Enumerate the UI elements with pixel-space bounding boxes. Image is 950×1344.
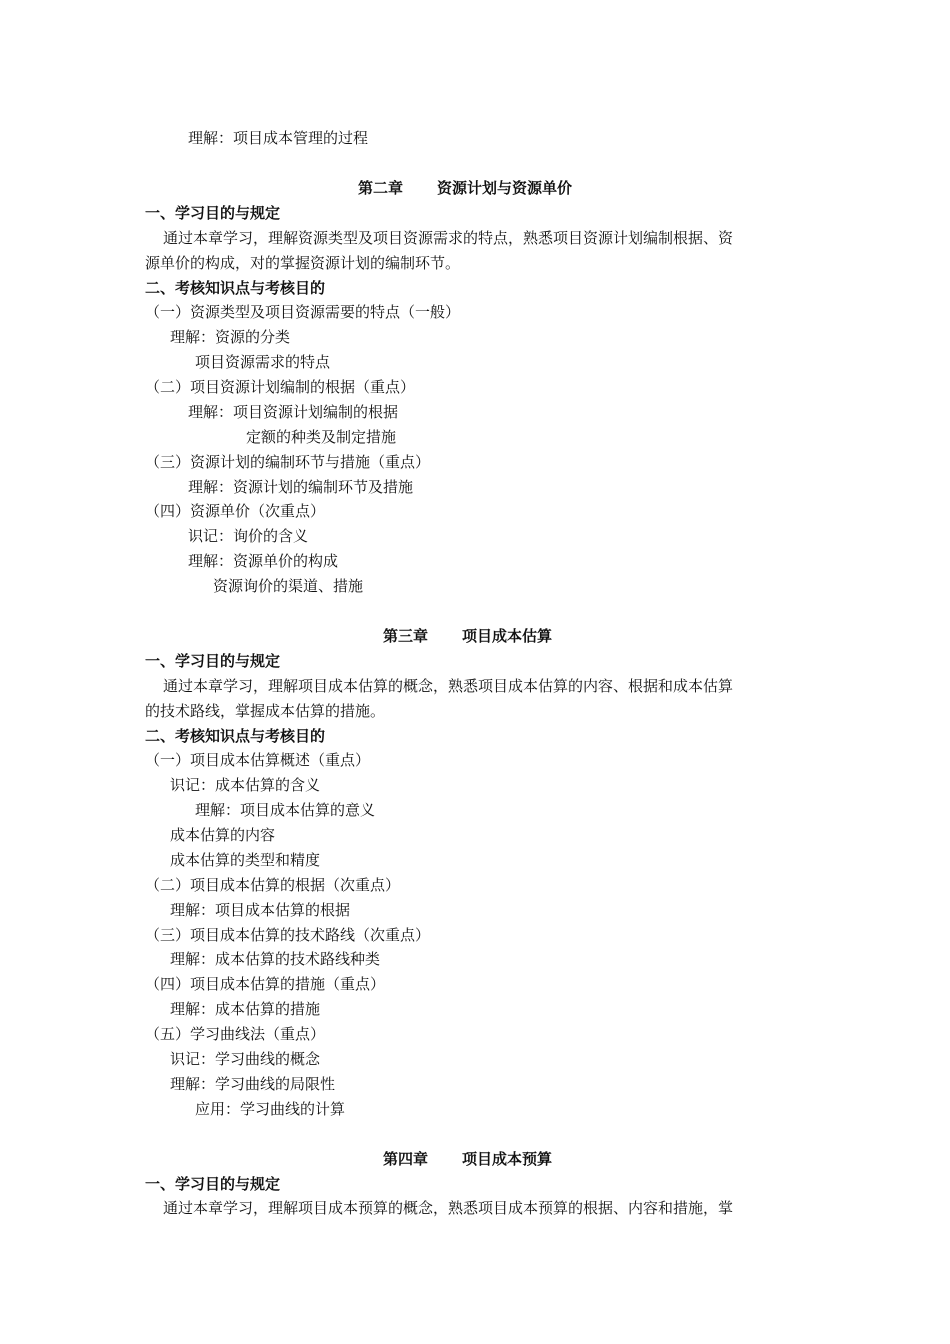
list-subitem: 识记：询价的含义 bbox=[188, 527, 309, 545]
chapter-heading bbox=[383, 1149, 552, 1171]
list-item: （五）学习曲线法（重点） bbox=[145, 1025, 326, 1043]
list-subitem: 应用：学习曲线的计算 bbox=[195, 1100, 346, 1118]
chapter-heading bbox=[358, 178, 572, 200]
chapter-heading bbox=[383, 626, 552, 648]
list-subitem: 理解：资源计划的编制环节及措施 bbox=[188, 478, 414, 496]
paragraph-line: 源单价的构成，对的掌握资源计划的编制环节。 bbox=[145, 254, 461, 272]
list-subitem: 理解：学习曲线的局限性 bbox=[170, 1075, 336, 1093]
list-subitem: 理解：资源单价的构成 bbox=[188, 552, 339, 570]
list-item: （四）项目成本估算的措施（重点） bbox=[145, 975, 386, 993]
list-subitem: 成本估算的内容 bbox=[170, 826, 276, 844]
paragraph-line: 的技术路线，掌握成本估算的措施。 bbox=[145, 702, 386, 720]
paragraph-line: 通过本章学习，理解项目成本预算的概念，熟悉项目成本预算的根据、内容和措施，掌 bbox=[163, 1199, 734, 1217]
list-item: （二）项目成本估算的根据（次重点） bbox=[145, 876, 401, 894]
chapter-number: 第三章 bbox=[383, 627, 429, 645]
list-subitem: 识记：成本估算的含义 bbox=[170, 776, 321, 794]
chapter-title: 项目成本估算 bbox=[462, 627, 553, 645]
list-subitem: 项目资源需求的特点 bbox=[195, 353, 331, 371]
paragraph-line: 通过本章学习，理解项目成本估算的概念，熟悉项目成本估算的内容、根据和成本估算 bbox=[163, 677, 734, 695]
list-item: （一）项目成本估算概述（重点） bbox=[145, 751, 371, 769]
list-subitem: 理解：资源的分类 bbox=[170, 328, 291, 346]
section-heading: 一、学习目的与规定 bbox=[145, 1175, 281, 1193]
text-line: 理解：项目成本管理的过程 bbox=[188, 129, 369, 147]
list-subitem: 成本估算的类型和精度 bbox=[170, 851, 321, 869]
paragraph-line: 通过本章学习，理解资源类型及项目资源需求的特点，熟悉项目资源计划编制根据、资 bbox=[163, 229, 734, 247]
list-subitem: 理解：项目成本估算的根据 bbox=[170, 901, 351, 919]
list-item: （三）资源计划的编制环节与措施（重点） bbox=[145, 453, 431, 471]
chapter-title: 项目成本预算 bbox=[462, 1150, 553, 1168]
section-heading: 二、考核知识点与考核目的 bbox=[145, 279, 326, 297]
list-item: （三）项目成本估算的技术路线（次重点） bbox=[145, 926, 431, 944]
chapter-title: 资源计划与资源单价 bbox=[437, 179, 573, 197]
list-subitem: 理解：项目成本估算的意义 bbox=[195, 801, 376, 819]
section-heading: 二、考核知识点与考核目的 bbox=[145, 727, 326, 745]
chapter-number: 第二章 bbox=[358, 179, 404, 197]
list-subitem: 理解：成本估算的措施 bbox=[170, 1000, 321, 1018]
list-subitem: 资源询价的渠道、措施 bbox=[213, 577, 364, 595]
section-heading: 一、学习目的与规定 bbox=[145, 652, 281, 670]
list-subitem: 定额的种类及制定措施 bbox=[246, 428, 397, 446]
list-item: （二）项目资源计划编制的根据（重点） bbox=[145, 378, 416, 396]
list-item: （一）资源类型及项目资源需要的特点（一般） bbox=[145, 303, 461, 321]
section-heading: 一、学习目的与规定 bbox=[145, 204, 281, 222]
chapter-number: 第四章 bbox=[383, 1150, 429, 1168]
list-subitem: 识记：学习曲线的概念 bbox=[170, 1050, 321, 1068]
list-item: （四）资源单价（次重点） bbox=[145, 502, 326, 520]
list-subitem: 理解：项目资源计划编制的根据 bbox=[188, 403, 399, 421]
list-subitem: 理解：成本估算的技术路线种类 bbox=[170, 950, 381, 968]
